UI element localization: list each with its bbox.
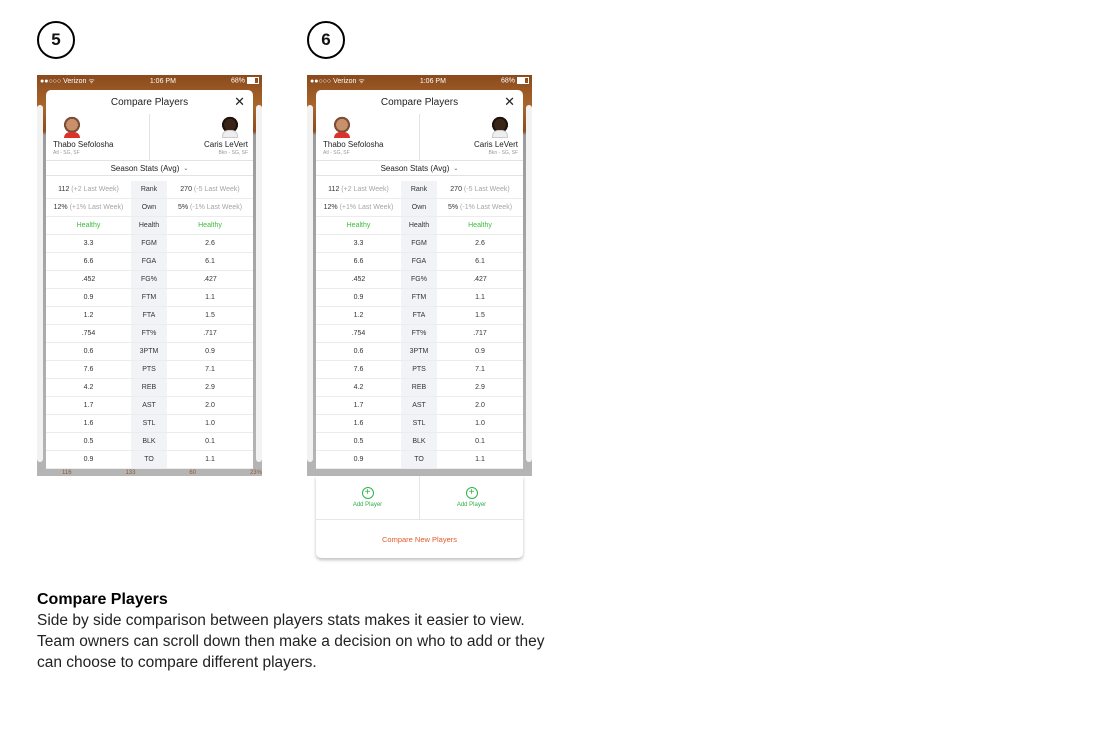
right-value: 5% (-1% Last Week) (437, 199, 523, 217)
left-stat-value: 0.9 (316, 289, 401, 307)
stat-row (316, 325, 523, 343)
stat-label: FGM (131, 235, 167, 253)
player-position: Bkn - SG, SF (218, 150, 248, 156)
modal-header (46, 90, 253, 114)
close-icon[interactable]: ✕ (504, 94, 515, 109)
player-position: Atl - SG, SF (323, 150, 350, 156)
stat-label: TO (131, 451, 167, 469)
stats-table (46, 181, 253, 469)
avatar (490, 116, 510, 138)
add-player-row (316, 476, 523, 520)
modal-title: Compare Players (110, 96, 189, 108)
right-stat-value: 2.0 (167, 397, 253, 415)
left-stat-value: 4.2 (316, 379, 401, 397)
right-stat-value: 1.1 (167, 451, 253, 469)
stat-label: AST (401, 397, 437, 415)
right-stat-value: 2.9 (437, 379, 523, 397)
left-stat-value: 7.6 (316, 361, 401, 379)
caption-title: Compare Players (37, 591, 168, 608)
left-stat-value: 0.9 (46, 289, 131, 307)
stat-label: FGM (401, 235, 437, 253)
summary-row (316, 199, 523, 217)
avatar (220, 116, 240, 138)
right-stat-value: 0.9 (167, 343, 253, 361)
left-stat-value: 0.6 (316, 343, 401, 361)
avatar (62, 116, 82, 138)
stat-row (316, 361, 523, 379)
left-stat-value: 0.9 (316, 451, 401, 469)
stat-label: FGA (401, 253, 437, 271)
player-name: Caris LeVert (473, 140, 518, 149)
right-value: Healthy (167, 217, 253, 235)
carrier-signal: ●●○○○ Verizon ᯤ (310, 77, 365, 85)
player-headers (46, 114, 253, 161)
summary-row (316, 217, 523, 235)
stat-row (316, 451, 523, 469)
stat-label: REB (131, 379, 167, 397)
right-value: 270 (-5 Last Week) (437, 181, 523, 199)
stat-row (46, 307, 253, 325)
battery-icon (517, 77, 529, 84)
right-stat-value: 1.0 (167, 415, 253, 433)
battery-indicator: 68% (231, 77, 259, 84)
stat-label: STL (401, 415, 437, 433)
plus-circle-icon: + (362, 487, 374, 499)
right-value: 5% (-1% Last Week) (167, 199, 253, 217)
right-value: 270 (-5 Last Week) (167, 181, 253, 199)
compare-players-modal (316, 90, 523, 469)
left-stat-value: 1.2 (46, 307, 131, 325)
modal-header (316, 90, 523, 114)
add-player-label: Add Player (352, 502, 383, 508)
battery-indicator: 68% (501, 77, 529, 84)
stat-label: BLK (401, 433, 437, 451)
clock: 1:06 PM (149, 77, 176, 85)
stat-row (316, 289, 523, 307)
stat-label: FTA (401, 307, 437, 325)
background-values: 116 133 60 23% (62, 470, 262, 476)
right-stat-value: 6.1 (437, 253, 523, 271)
player-name: Thabo Sefolosha (53, 140, 114, 149)
stat-row (46, 235, 253, 253)
stat-row (46, 253, 253, 271)
stat-label: FT% (131, 325, 167, 343)
left-value: 12% (+1% Last Week) (316, 199, 401, 217)
background-card-right (526, 105, 532, 462)
step-number-6: 6 (307, 21, 345, 59)
row-label: Own (401, 199, 437, 217)
left-stat-value: 7.6 (46, 361, 131, 379)
right-stat-value: .717 (437, 325, 523, 343)
player-position: Atl - SG, SF (53, 150, 80, 156)
background-card-left (307, 105, 313, 462)
summary-row (46, 217, 253, 235)
right-stat-value: .427 (167, 271, 253, 289)
stat-row (46, 397, 253, 415)
plus-circle-icon: + (466, 487, 478, 499)
stat-label: 3PTM (401, 343, 437, 361)
left-stat-value: 0.5 (316, 433, 401, 451)
stat-row (46, 289, 253, 307)
left-stat-value: .754 (316, 325, 401, 343)
stat-label: FGA (131, 253, 167, 271)
row-label: Health (401, 217, 437, 235)
left-value: 112 (+2 Last Week) (46, 181, 131, 199)
left-stat-value: 1.7 (46, 397, 131, 415)
caption-text: Side by side comparison between players stats makes it easier to view. Team owners can scroll down then make a decision on who to add or they can choose to compare different players. (37, 612, 545, 671)
stat-label: FG% (401, 271, 437, 289)
right-stat-value: 7.1 (167, 361, 253, 379)
right-stat-value: .427 (437, 271, 523, 289)
left-value: Healthy (46, 217, 131, 235)
left-stat-value: .452 (316, 271, 401, 289)
player-headers (316, 114, 523, 161)
carrier-signal: ●●○○○ Verizon ᯤ (40, 77, 95, 85)
stat-row (316, 415, 523, 433)
close-icon[interactable]: ✕ (234, 94, 245, 109)
right-stat-value: 0.9 (437, 343, 523, 361)
left-stat-value: 3.3 (46, 235, 131, 253)
right-stat-value: 1.5 (437, 307, 523, 325)
stat-row (316, 253, 523, 271)
stat-label: AST (131, 397, 167, 415)
left-stat-value: 1.7 (316, 397, 401, 415)
right-stat-value: 2.6 (167, 235, 253, 253)
season-stats-dropdown[interactable]: Season Stats (Avg) ⌄ (316, 161, 523, 176)
stat-row (46, 271, 253, 289)
modal-footer (316, 476, 523, 558)
row-label: Rank (401, 181, 437, 199)
modal-title: Compare Players (380, 96, 459, 108)
left-value: Healthy (316, 217, 401, 235)
player-left[interactable] (46, 114, 150, 160)
stat-row (316, 271, 523, 289)
phone-screen-6 (307, 75, 532, 476)
season-stats-dropdown[interactable]: Season Stats (Avg) ⌄ (46, 161, 253, 176)
right-stat-value: 0.1 (167, 433, 253, 451)
summary-row (46, 199, 253, 217)
stat-row (46, 343, 253, 361)
phone-screen-5 (37, 75, 262, 476)
left-stat-value: 0.6 (46, 343, 131, 361)
right-stat-value: 6.1 (167, 253, 253, 271)
left-stat-value: 1.2 (316, 307, 401, 325)
stat-row (46, 325, 253, 343)
left-stat-value: 1.6 (316, 415, 401, 433)
stat-label: PTS (131, 361, 167, 379)
clock: 1:06 PM (419, 77, 446, 85)
row-label: Rank (131, 181, 167, 199)
left-stat-value: 0.5 (46, 433, 131, 451)
stat-row (316, 343, 523, 361)
right-stat-value: 1.5 (167, 307, 253, 325)
stat-row (46, 433, 253, 451)
stat-row (46, 451, 253, 469)
stat-row (46, 415, 253, 433)
stat-label: 3PTM (131, 343, 167, 361)
background-card-right (256, 105, 262, 462)
player-name: Thabo Sefolosha (323, 140, 384, 149)
left-stat-value: 3.3 (316, 235, 401, 253)
stat-row (46, 379, 253, 397)
step-number-5: 5 (37, 21, 75, 59)
left-stat-value: 6.6 (316, 253, 401, 271)
stat-label: TO (401, 451, 437, 469)
caption (37, 591, 557, 673)
stat-row (316, 397, 523, 415)
stat-label: BLK (131, 433, 167, 451)
status-bar (37, 75, 262, 87)
right-stat-value: 1.0 (437, 415, 523, 433)
right-value: Healthy (437, 217, 523, 235)
summary-row (46, 181, 253, 199)
left-stat-value: 6.6 (46, 253, 131, 271)
stat-row (316, 307, 523, 325)
stat-row (316, 433, 523, 451)
add-player-right-button[interactable] (420, 476, 523, 519)
avatar (332, 116, 352, 138)
compare-new-players-button[interactable]: Compare New Players (381, 534, 458, 544)
chevron-down-icon: ⌄ (183, 165, 189, 172)
summary-row (316, 181, 523, 199)
player-right[interactable] (150, 114, 253, 160)
left-stat-value: .754 (46, 325, 131, 343)
background-card-left (37, 105, 43, 462)
left-stat-value: 4.2 (46, 379, 131, 397)
player-name: Caris LeVert (203, 140, 248, 149)
stat-row (46, 361, 253, 379)
left-stat-value: 1.6 (46, 415, 131, 433)
player-right[interactable] (420, 114, 523, 160)
right-stat-value: 1.1 (437, 289, 523, 307)
stat-label: REB (401, 379, 437, 397)
right-stat-value: 2.0 (437, 397, 523, 415)
status-bar (307, 75, 532, 87)
right-stat-value: 0.1 (437, 433, 523, 451)
right-stat-value: 7.1 (437, 361, 523, 379)
chevron-down-icon: ⌄ (453, 165, 459, 172)
stat-label: FTM (131, 289, 167, 307)
left-stat-value: .452 (46, 271, 131, 289)
stat-label: STL (131, 415, 167, 433)
row-label: Health (131, 217, 167, 235)
stat-label: FG% (131, 271, 167, 289)
stat-label: PTS (401, 361, 437, 379)
stat-label: FT% (401, 325, 437, 343)
row-label: Own (131, 199, 167, 217)
add-player-left-button[interactable] (316, 476, 420, 519)
stat-label: FTA (131, 307, 167, 325)
left-value: 112 (+2 Last Week) (316, 181, 401, 199)
stat-row (316, 235, 523, 253)
add-player-label: Add Player (456, 502, 487, 508)
player-left[interactable] (316, 114, 420, 160)
left-stat-value: 0.9 (46, 451, 131, 469)
right-stat-value: 2.6 (437, 235, 523, 253)
stats-table (316, 181, 523, 469)
player-position: Bkn - SG, SF (488, 150, 518, 156)
right-stat-value: 1.1 (167, 289, 253, 307)
battery-icon (247, 77, 259, 84)
stat-label: FTM (401, 289, 437, 307)
left-value: 12% (+1% Last Week) (46, 199, 131, 217)
compare-players-modal (46, 90, 253, 469)
stat-row (316, 379, 523, 397)
right-stat-value: .717 (167, 325, 253, 343)
right-stat-value: 1.1 (437, 451, 523, 469)
right-stat-value: 2.9 (167, 379, 253, 397)
